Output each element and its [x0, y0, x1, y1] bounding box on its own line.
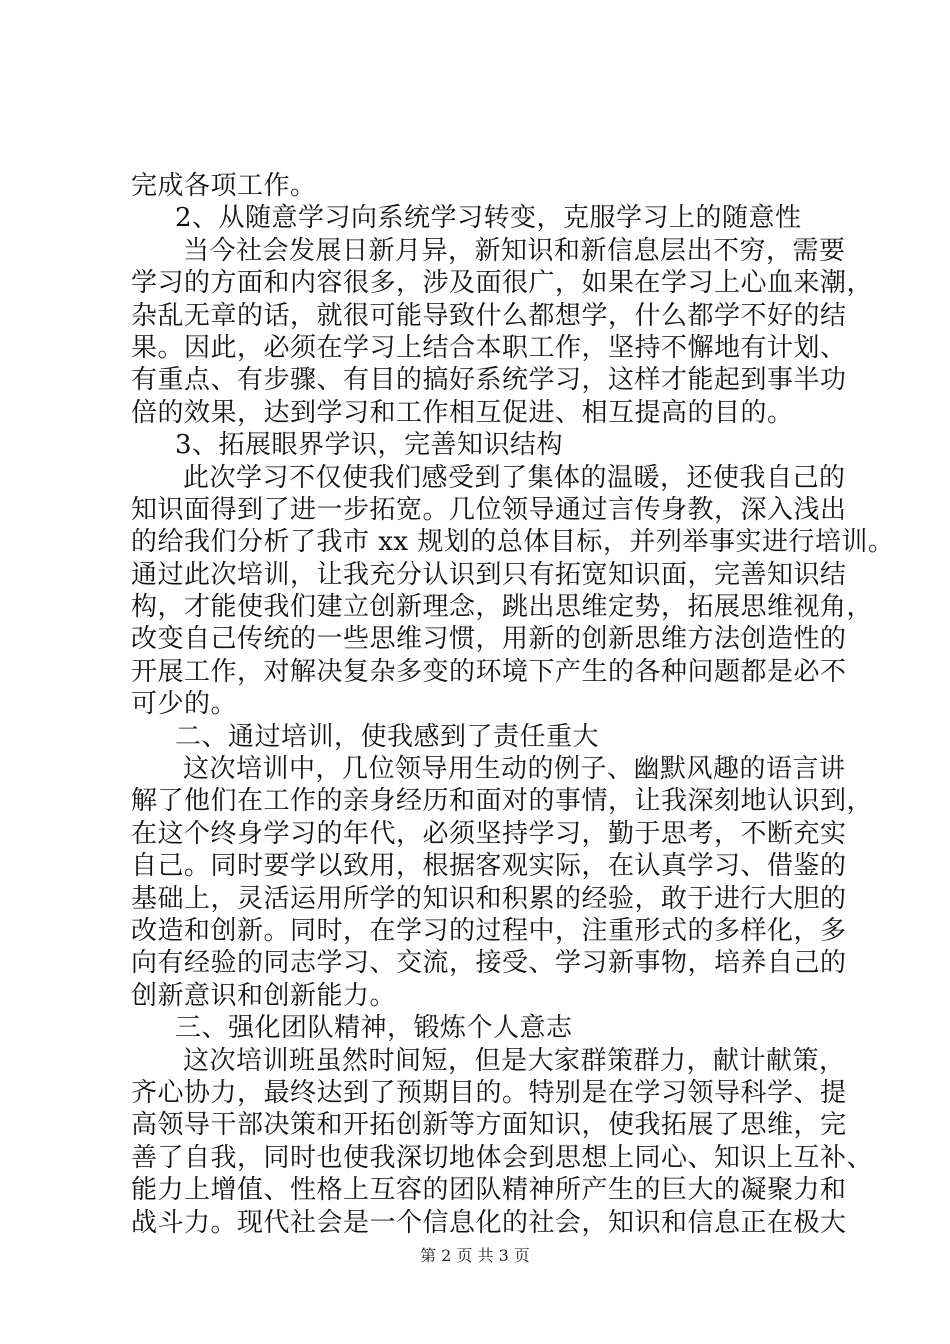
- text-line: 这次培训中，几位领导用生动的例子、幽默风趣的语言讲: [183, 754, 846, 785]
- text-line: 可少的。: [131, 689, 238, 720]
- text-line: 的给我们分析了我市 xx 规划的总体目标，并列举事实进行培训。: [131, 527, 895, 558]
- text-line: 完成各项工作。: [131, 171, 317, 201]
- text-line: 基础上，灵活运用所学的知识和积累的经验，敢于进行大胆的: [131, 883, 847, 914]
- section-heading: 二、通过培训，使我感到了责任重大: [175, 721, 600, 752]
- text-line: 开展工作，对解决复杂多变的环境下产生的各种问题都是必不: [131, 656, 847, 687]
- text-line: 通过此次培训，让我充分认识到只有拓宽知识面，完善知识结: [131, 559, 847, 590]
- section-heading: 3、拓展眼界学识，完善知识结构: [175, 430, 564, 461]
- text-line: 创新意识和创新能力。: [131, 980, 397, 1011]
- text-line: 齐心协力，最终达到了预期目的。特别是在学习领导科学、提: [131, 1077, 847, 1108]
- text-line: 此次学习不仅使我们感受到了集体的温暖，还使我自己的: [183, 462, 846, 493]
- text-line: 自己。同时要学以致用，根据客观实际，在认真学习、借鉴的: [131, 851, 847, 882]
- text-line: 解了他们在工作的亲身经历和面对的事情，让我深刻地认识到，: [131, 786, 874, 817]
- section-heading: 2、从随意学习向系统学习转变，克服学习上的随意性: [175, 203, 802, 234]
- text-line: 倍的效果，达到学习和工作相互促进、相互提高的目的。: [131, 397, 794, 428]
- text-line: 能力上增值、性格上互容的团队精神所产生的巨大的凝聚力和: [131, 1175, 847, 1206]
- text-line: 改变自己传统的一些思维习惯，用新的创新思维方法创造性的: [131, 624, 847, 655]
- text-line: 善了自我，同时也使我深切地体会到思想上同心、知识上互补、: [131, 1142, 874, 1173]
- text-line: 学习的方面和内容很多，涉及面很广，如果在学习上心血来潮，: [131, 268, 874, 299]
- text-line: 改造和创新。同时，在学习的过程中，注重形式的多样化，多: [131, 915, 847, 946]
- text-line: 这次培训班虽然时间短，但是大家群策群力，献计献策，: [183, 1045, 846, 1076]
- text-line: 向有经验的同志学习、交流，接受、学习新事物，培养自己的: [131, 948, 847, 979]
- text-line: 知识面得到了进一步拓宽。几位领导通过言传身教，深入浅出: [131, 494, 847, 525]
- text-line: 杂乱无章的话，就很可能导致什么都想学，什么都学不好的结: [131, 300, 847, 331]
- text-line: 当今社会发展日新月异，新知识和新信息层出不穷，需要: [183, 235, 846, 266]
- page-number-footer: 第 2 页 共 3 页: [420, 1246, 530, 1265]
- section-heading: 三、强化团队精神，锻炼个人意志: [175, 1013, 573, 1044]
- text-line: 在这个终身学习的年代，必须坚持学习，勤于思考，不断充实: [131, 818, 847, 849]
- text-line: 战斗力。现代社会是一个信息化的社会，知识和信息正在极大: [131, 1207, 847, 1238]
- text-line: 高领导干部决策和开拓创新等方面知识，使我拓展了思维，完: [131, 1110, 847, 1141]
- text-line: 构，才能使我们建立创新理念，跳出思维定势，拓展思维视角，: [131, 592, 874, 623]
- text-line: 有重点、有步骤、有目的搞好系统学习，这样才能起到事半功: [131, 365, 847, 396]
- text-line: 果。因此，必须在学习上结合本职工作，坚持不懈地有计划、: [131, 332, 847, 363]
- document-body: [131, 170, 895, 1239]
